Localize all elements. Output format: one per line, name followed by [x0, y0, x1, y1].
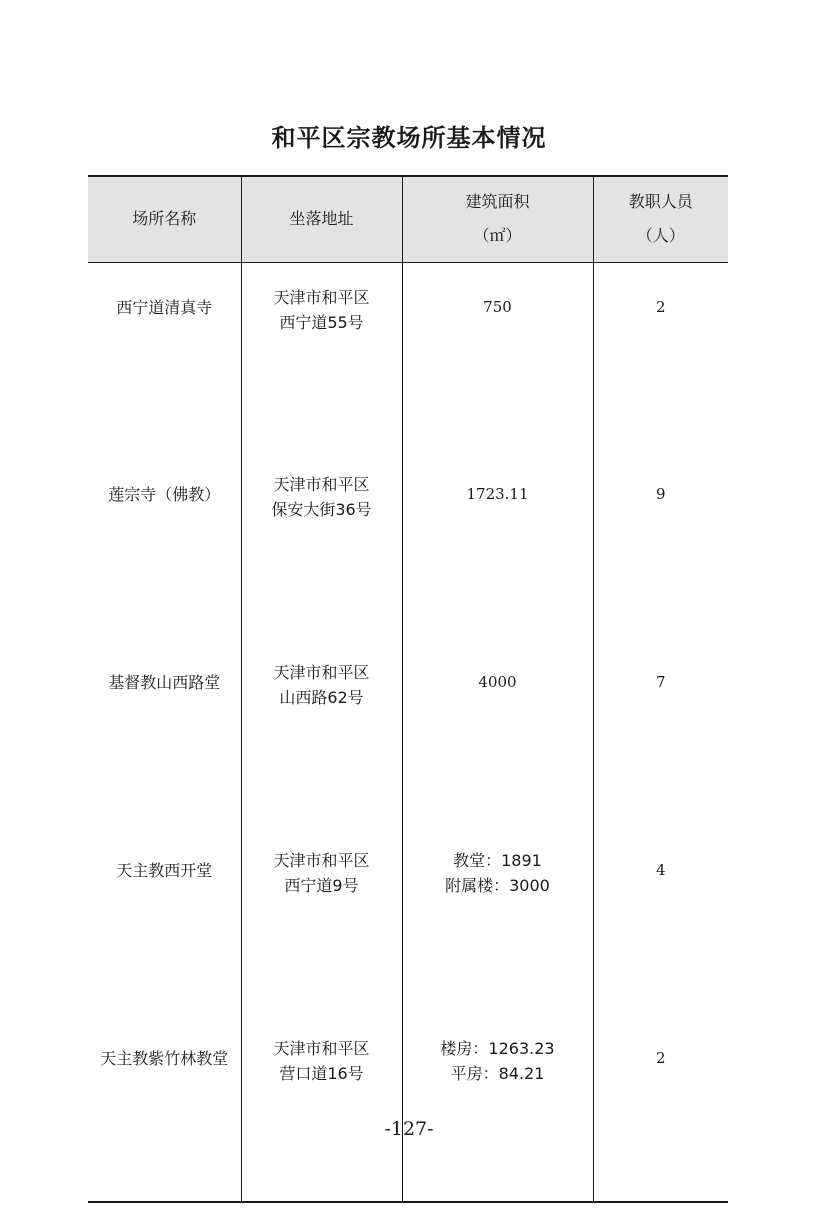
- site-name-cell: [88, 826, 241, 1014]
- header-area-label: 建筑面积: [465, 192, 530, 212]
- staff-value: 2: [655, 1049, 666, 1067]
- address-line: 营口道16号: [279, 1064, 364, 1083]
- area-value: 750: [483, 297, 512, 316]
- header-row: [88, 176, 728, 262]
- table-header: [88, 176, 728, 262]
- area-value: 平房：84.21: [450, 1064, 545, 1083]
- address-cell: [241, 638, 402, 826]
- staff-cell: [593, 262, 728, 450]
- site-name-cell: [88, 638, 241, 826]
- table-row: [88, 450, 728, 638]
- address-line: 天津市和平区: [273, 663, 370, 682]
- staff-value: 9: [655, 485, 666, 503]
- staff-cell: [593, 826, 728, 1014]
- area-cell: [402, 1014, 593, 1202]
- table-bottom-border-row: [88, 1202, 728, 1203]
- address-line: 西宁道9号: [284, 876, 359, 895]
- address-line: 天津市和平区: [273, 851, 370, 870]
- area-cell: [402, 262, 593, 450]
- table-row: [88, 1014, 728, 1202]
- area-cell: [402, 638, 593, 826]
- site-name: 天主教西开堂: [116, 861, 213, 880]
- table-row: [88, 826, 728, 1014]
- site-name-cell: [88, 262, 241, 450]
- area-value: 教堂：1891: [453, 851, 542, 870]
- address-cell: [241, 450, 402, 638]
- area-cell: [402, 450, 593, 638]
- site-name: 莲宗寺（佛教）: [108, 485, 221, 504]
- header-area-unit: （㎡）: [473, 226, 522, 246]
- area-value: 附属楼：3000: [445, 876, 550, 895]
- page-title: 和平区宗教场所基本情况: [271, 124, 547, 152]
- header-staff-label: 教职人员: [628, 192, 693, 212]
- address-cell: [241, 1014, 402, 1202]
- address-cell: [241, 826, 402, 1014]
- address-line: 保安大街36号: [271, 500, 372, 519]
- area-value: 4000: [478, 673, 517, 691]
- staff-value: 7: [655, 673, 666, 691]
- site-name-cell: [88, 450, 241, 638]
- address-line: 天津市和平区: [273, 1039, 370, 1058]
- header-address: [241, 176, 402, 262]
- site-name: 天主教紫竹林教堂: [100, 1049, 229, 1068]
- address-line: 天津市和平区: [273, 287, 370, 307]
- header-area: [402, 176, 593, 262]
- address-cell: [241, 262, 402, 450]
- staff-cell: [593, 1014, 728, 1202]
- header-staff-unit: （人）: [636, 226, 685, 246]
- area-value: 1723.11: [466, 485, 529, 503]
- address-line: 天津市和平区: [273, 475, 370, 494]
- header-address-label: 坐落地址: [289, 209, 354, 229]
- address-line: 山西路62号: [279, 688, 364, 707]
- address-line: 西宁道55号: [279, 312, 364, 332]
- religious-sites-table: [88, 175, 728, 1203]
- site-name: 西宁道清真寺: [116, 297, 213, 317]
- staff-cell: [593, 450, 728, 638]
- header-staff: [593, 176, 728, 262]
- staff-cell: [593, 638, 728, 826]
- site-name-cell: [88, 1014, 241, 1202]
- table-row: [88, 638, 728, 826]
- area-cell: [402, 826, 593, 1014]
- area-value: 楼房：1263.23: [440, 1039, 555, 1058]
- page-number: -127-: [384, 1118, 434, 1140]
- site-name: 基督教山西路堂: [108, 673, 221, 692]
- header-site-name: [88, 176, 241, 262]
- staff-value: 2: [655, 297, 666, 316]
- staff-value: 4: [655, 861, 666, 879]
- header-site-name-label: 场所名称: [132, 209, 197, 229]
- table-row: [88, 262, 728, 450]
